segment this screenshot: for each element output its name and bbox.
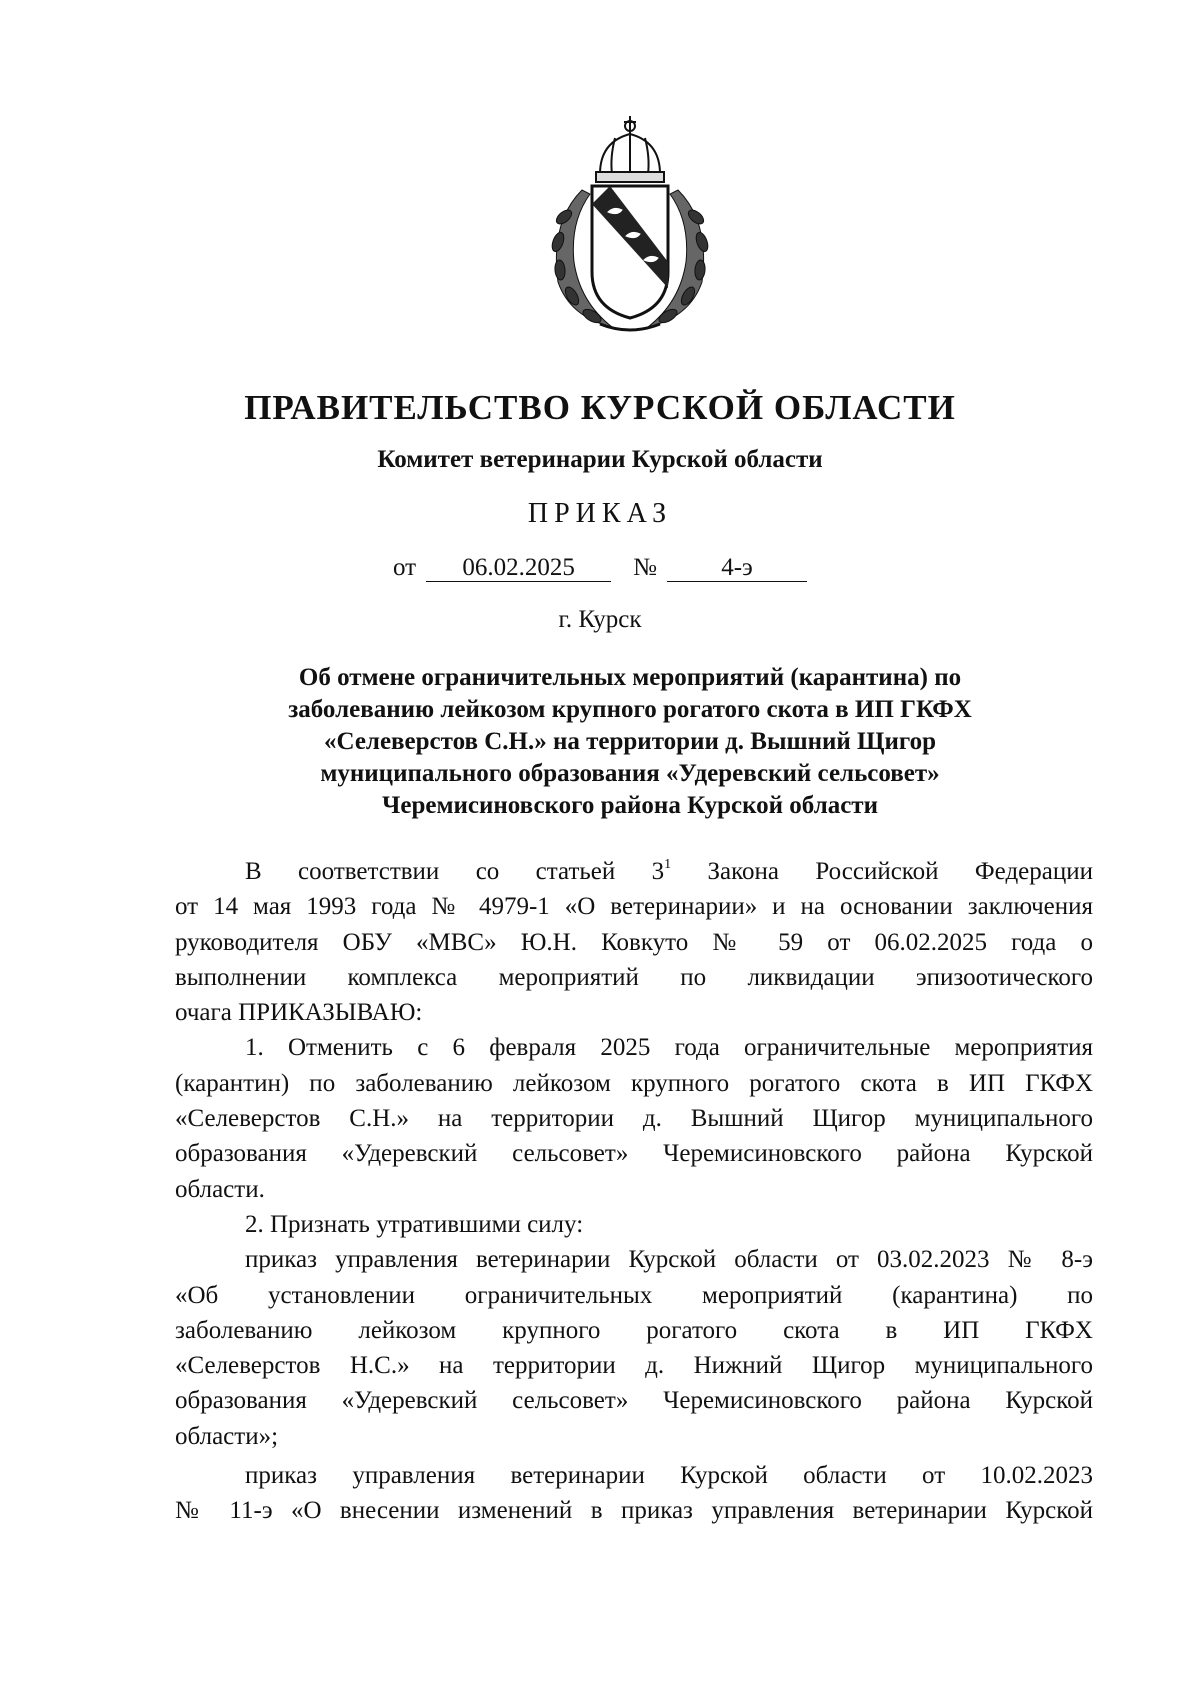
title-line: Черемисиновского района Курской области	[382, 792, 878, 819]
repealed-order-a-line: области»;	[175, 1422, 279, 1450]
committee-name: Комитет ветеринарии Курской области	[377, 446, 823, 473]
repealed-order-a-line: «Селеверстов Н.С.» на территории д. Нижний Щигор муниципального	[175, 1352, 1093, 1380]
title-line: заболеванию лейкозом крупного рогатого скота в ИП ГКФХ	[288, 696, 972, 723]
title-line: Об отмене ограничительных мероприятий (карантина) по	[298, 664, 962, 691]
kursk-coat-of-arms-emblem	[530, 112, 730, 342]
item-1-line: (карантин) по заболеванию лейкозом крупного рогатого скота в ИП ГКФХ	[175, 1069, 1093, 1097]
number-sign: №	[633, 554, 657, 581]
preamble-line: руководителя ОБУ «МВС» Ю.Н. Ковкуто № 59 от 06.02.2025 года о	[175, 928, 1093, 956]
repealed-order-a-line: заболеванию лейкозом крупного рогатого скота в ИП ГКФХ	[175, 1316, 1093, 1344]
preamble-text: Закона Российской Федерации	[671, 858, 1094, 885]
title-line: муниципального образования «Удеревский сельсовет»	[320, 760, 940, 787]
preamble-line: очага ПРИКАЗЫВАЮ:	[175, 999, 423, 1027]
item-1-line: 1. Отменить с 6 февраля 2025 года ограничительные мероприятия	[245, 1034, 1093, 1062]
item-1-line: образования «Удеревский сельсовет» Черемисиновского района Курской	[175, 1140, 1093, 1168]
order-number: 4-э	[667, 554, 807, 582]
document-type: ПРИКАЗ	[527, 498, 673, 529]
repealed-order-b-line: приказ управления ветеринарии Курской области от 10.02.2023	[245, 1462, 1093, 1490]
government-title: ПРАВИТЕЛЬСТВО КУРСКОЙ ОБЛАСТИ	[244, 388, 956, 427]
order-date-number	[0, 554, 1200, 582]
article-superscript: 1	[664, 857, 672, 872]
repealed-order-a-line: приказ управления ветеринарии Курской области от 03.02.2023 № 8-э	[245, 1246, 1093, 1274]
preamble-line: выполнении комплекса мероприятий по ликвидации эпизоотического	[175, 963, 1093, 991]
title-line: «Селеверстов С.Н.» на территории д. Вышний Щигор	[323, 728, 937, 755]
item-1-line: области.	[175, 1175, 265, 1203]
item-2-title: 2. Признать утратившими силу:	[245, 1210, 584, 1238]
preamble-line: от 14 мая 1993 года № 4979-1 «О ветеринарии» и на основании заключения	[175, 893, 1093, 921]
preamble-line	[175, 854, 1093, 889]
city: г. Курск	[558, 606, 642, 633]
item-1-line: «Селеверстов С.Н.» на территории д. Вышний Щигор муниципального	[175, 1105, 1093, 1133]
repealed-order-a-line: образования «Удеревский сельсовет» Черемисиновского района Курской	[175, 1387, 1093, 1415]
preamble-text: В соответствии со статьей 3	[245, 858, 665, 885]
repealed-order-a-line: «Об установлении ограничительных мероприятий (карантина) по	[175, 1281, 1093, 1309]
date-prefix: от	[393, 554, 417, 581]
order-title	[200, 662, 1060, 822]
order-date: 06.02.2025	[426, 554, 611, 582]
repealed-order-b-line: № 11-э «О внесении изменений в приказ управления ветеринарии Курской	[175, 1497, 1093, 1525]
order-body	[175, 854, 1093, 1529]
